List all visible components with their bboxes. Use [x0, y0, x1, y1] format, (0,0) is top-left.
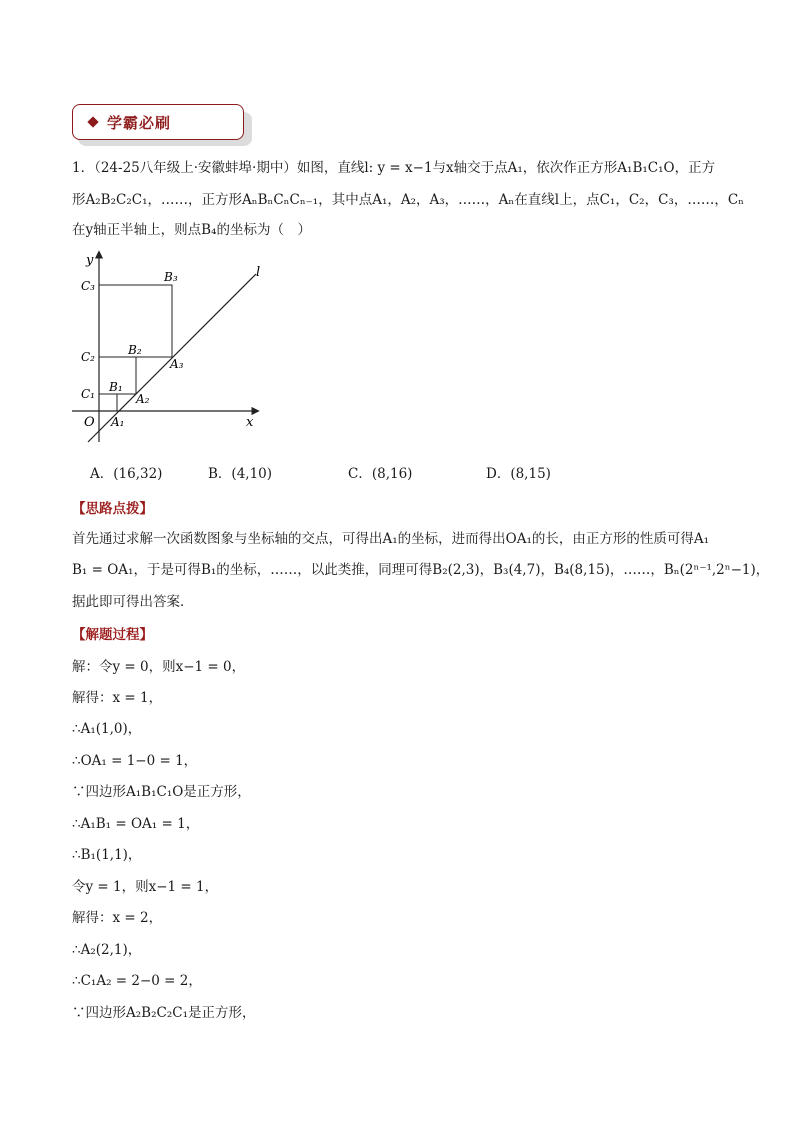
label-a1: A₁	[111, 415, 125, 429]
option-b-label: B．	[208, 466, 232, 482]
option-b-value: (4,10)	[231, 466, 273, 482]
solution-step-4: ∴OA₁ = 1−0 = 1，	[72, 753, 198, 769]
option-a-value: (16,32)	[113, 466, 163, 482]
solution-step-2: 解得：x = 1，	[72, 690, 163, 706]
label-o: O	[84, 415, 95, 430]
solution-heading: 【解题过程】	[72, 627, 153, 643]
solution-step-6: ∴A₁B₁ = OA₁ = 1，	[72, 816, 200, 832]
solution-step-9: 解得：x = 2，	[72, 910, 163, 926]
label-a3: A₃	[170, 357, 184, 371]
hint-line-1: 首先通过求解一次函数图象与坐标轴的交点，可得出A₁的坐标，进而得出OA₁的长，由正方形的性质可得A₁	[72, 531, 710, 547]
label-c2: C₂	[81, 350, 95, 364]
solution-step-3: ∴A₁(1,0)，	[72, 721, 142, 737]
label-c1: C₁	[81, 387, 95, 401]
solution-step-12: ∵四边形A₂B₂C₂C₁是正方形，	[72, 1005, 256, 1021]
diamond-icon	[87, 116, 98, 127]
question-line-3: 在y轴正半轴上，则点B₄的坐标为（ ）	[72, 222, 311, 238]
label-x: x	[246, 415, 254, 430]
geometry-figure	[68, 244, 268, 444]
solution-step-1: 解：令y = 0，则x−1 = 0，	[72, 659, 246, 675]
solution-step-11: ∴C₁A₂ = 2−0 = 2，	[72, 973, 202, 989]
label-l: l	[256, 265, 261, 280]
option-d-value: (8,15)	[510, 466, 551, 482]
option-d[interactable]	[486, 462, 551, 482]
option-c[interactable]	[348, 462, 412, 482]
solution-step-5: ∵四边形A₁B₁C₁O是正方形，	[72, 784, 251, 800]
label-b1: B₁	[109, 380, 123, 394]
solution-step-7: ∴B₁(1,1)，	[72, 847, 142, 863]
solution-step-8: 令y = 1，则x−1 = 1，	[72, 879, 219, 895]
hint-line-2: B₁ = OA₁，于是可得B₁的坐标，……，以此类推，同理可得B₂(2,3)，B₃(4,7)，B₄(8,15)，……，Bₙ(2ⁿ⁻¹,2ⁿ−1)，	[72, 562, 770, 578]
question-line-1: 1．（24-25八年级上·安徽蚌埠·期中）如图，直线l: y = x−1与x轴交于点A₁，依次作正方形A₁B₁C₁O，正方	[72, 160, 716, 176]
hint-line-3: 据此即可得出答案．	[72, 594, 194, 610]
option-d-label: D．	[486, 466, 511, 482]
section-header	[72, 104, 244, 140]
label-y: y	[86, 253, 94, 268]
label-b3: B₃	[164, 270, 178, 284]
label-c3: C₃	[81, 279, 95, 293]
section-title: 学霸必刷	[107, 114, 172, 132]
question-line-2: 形A₂B₂C₂C₁，……，正方形AₙBₙCₙCₙ₋₁，其中点A₁，A₂，A₃，……，Aₙ在直线l上，点C₁，C₂，C₃，……，Cₙ	[72, 192, 744, 208]
label-a2: A₂	[136, 392, 150, 406]
label-b2: B₂	[128, 343, 142, 357]
solution-step-10: ∴A₂(2,1)，	[72, 942, 142, 958]
square-1	[99, 394, 117, 411]
option-c-label: C．	[348, 466, 372, 482]
option-a-label: A．	[90, 466, 114, 482]
option-c-value: (8,16)	[371, 466, 413, 482]
option-a[interactable]	[90, 462, 162, 482]
option-b[interactable]	[208, 462, 272, 482]
hint-heading: 【思路点拨】	[72, 501, 153, 517]
